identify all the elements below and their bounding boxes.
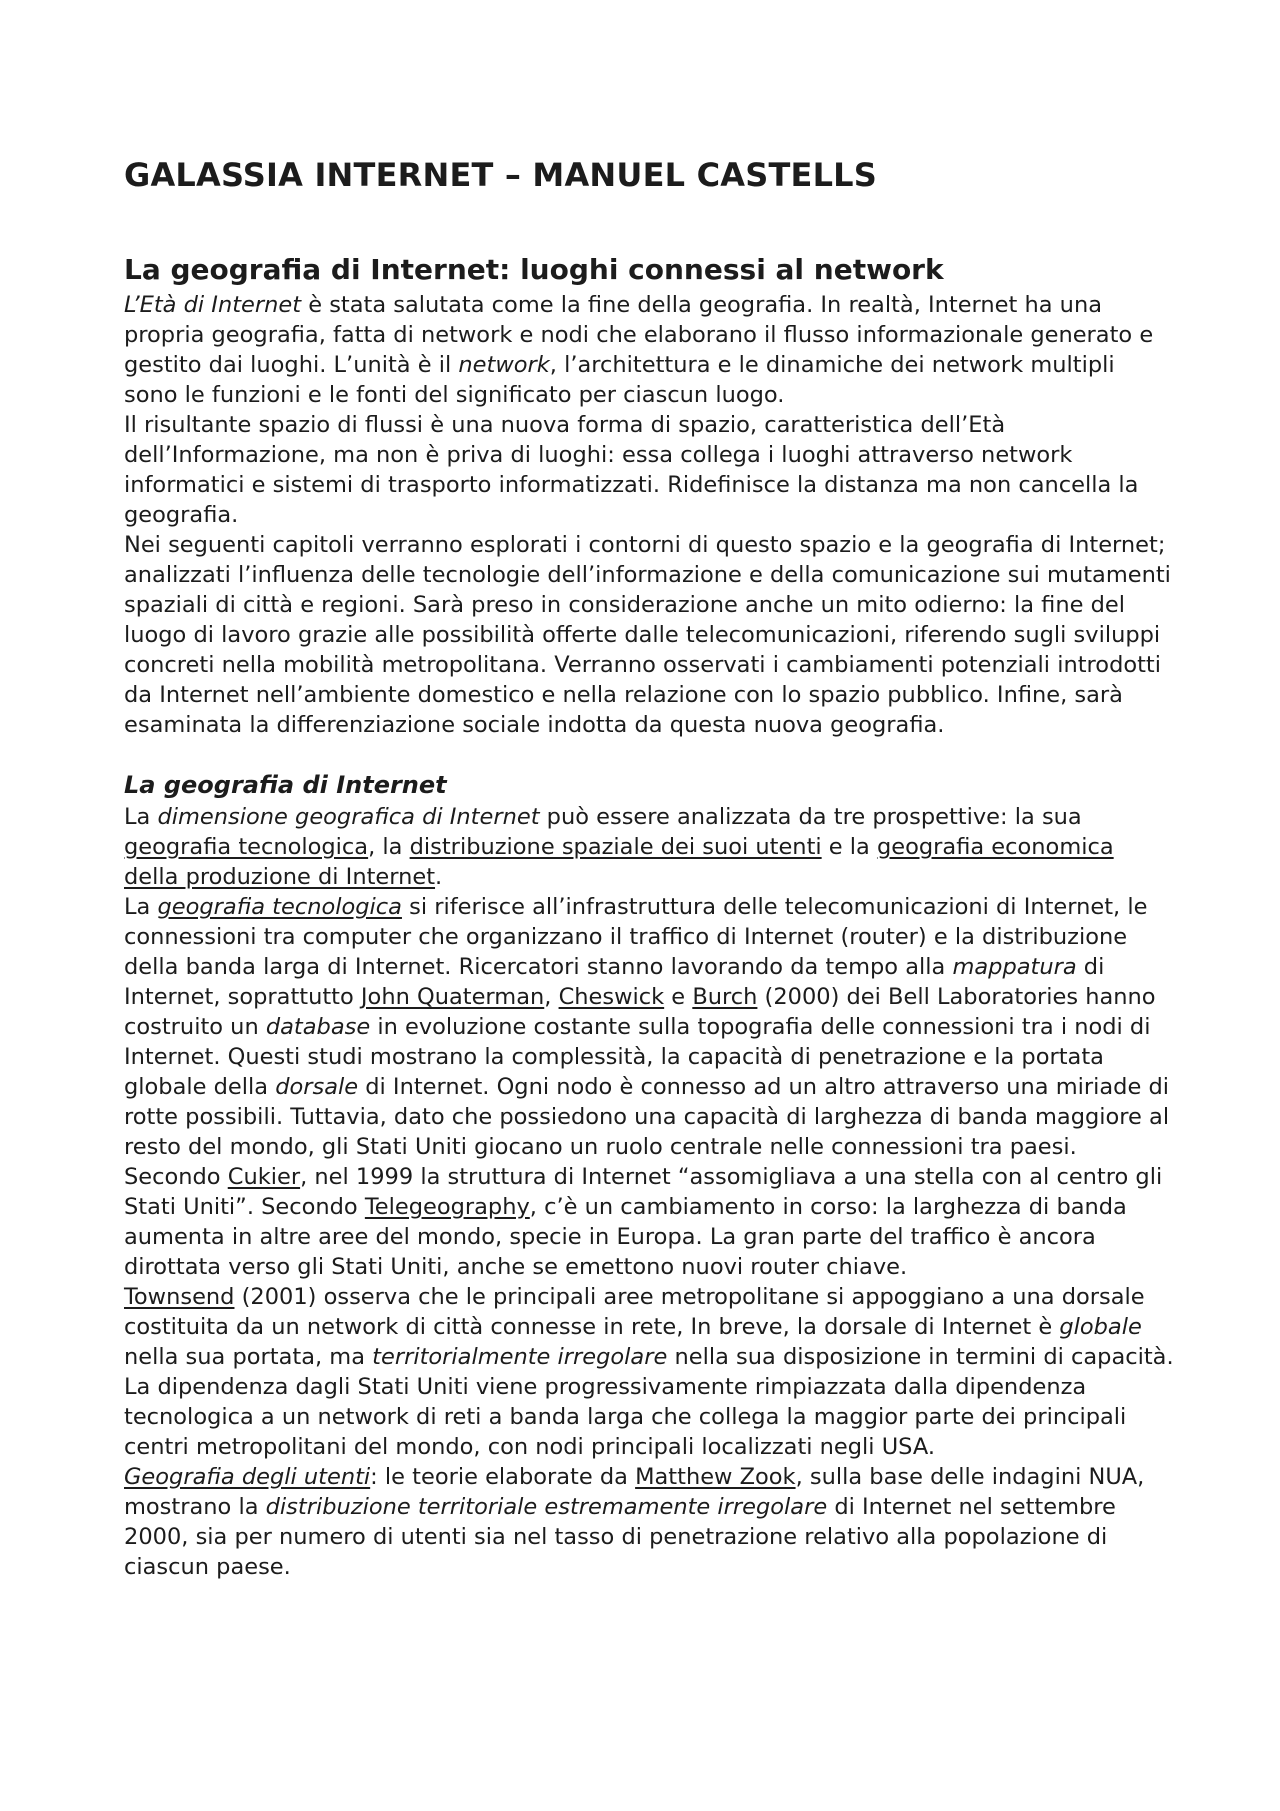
emphasis-text: mappatura	[952, 954, 1077, 980]
document-title: GALASSIA INTERNET – MANUEL CASTELLS	[124, 156, 877, 194]
emphasis-text: territorialmente irregolare	[372, 1344, 668, 1370]
text-run: La	[124, 804, 158, 830]
text-run: nella sua portata, ma	[124, 1344, 373, 1370]
text-run: .	[435, 864, 443, 890]
underlined-term: geografia economica della produzione di Internet	[124, 834, 1114, 890]
text-run: Secondo	[124, 1164, 228, 1190]
text-run: , c’è un cambiamento in corso: la larghezza di banda aumenta in altre aree del mondo, specie in Europa. La gran parte del traffico è ancora dirottata verso gli Stati Uniti, anche se emettono nuovi router chiave.	[124, 1194, 1127, 1280]
emphasis-text: dorsale	[275, 1074, 359, 1100]
text-run: (2000) dei Bell Laboratories hanno costruito un	[124, 984, 1156, 1040]
paragraph-spazio-flussi: Il risultante spazio di flussi è una nuova forma di spazio, caratteristica dell’Età dell’Informazione, ma non è priva di luoghi: essa collega i luoghi attraverso network informatici e sistemi di trasporto informatizzati. Ridefinisce la distanza ma non cancella la geografia.	[124, 412, 1139, 528]
underlined-author: Cukier	[227, 1164, 301, 1190]
text-run: , l’architettura e le dinamiche dei network multipli sono le funzioni e le fonti del significato per ciascun luogo.	[124, 352, 1115, 408]
paragraph-townsend	[124, 1282, 1174, 1462]
underlined-author: Cheswick	[558, 984, 665, 1010]
text-run: di Internet nel settembre 2000, sia per numero di utenti sia nel tasso di penetrazione relativo alla popolazione di ciascun paese.	[124, 1494, 1116, 1580]
text-run: e la	[821, 834, 877, 860]
text-run: (2001) osserva che le principali aree metropolitane si appoggiano a una dorsale costituita da un network di città connesse in rete, In breve, la dorsale di Internet è	[124, 1284, 1145, 1340]
section-heading-luoghi-connessi: La geografia di Internet: luoghi connessi al network	[124, 253, 944, 286]
emphasis-text: database	[265, 1014, 371, 1040]
text-run: ,	[544, 984, 559, 1010]
text-run: in evoluzione costante sulla topografia delle connessioni tra i nodi di Internet. Questi studi mostrano la complessità, la capacità di penetrazione e la portata globale della	[124, 1014, 1151, 1100]
underlined-emphasis-term: Geografia degli utenti	[124, 1464, 371, 1490]
emphasis-text: distribuzione territoriale estremamente irregolare	[265, 1494, 828, 1520]
paragraph-dimensione-geografica	[124, 802, 1174, 892]
emphasis-text: network	[458, 352, 550, 378]
text-run: e	[664, 984, 693, 1010]
emphasis-text: L’Età di Internet	[124, 292, 302, 318]
subsection-heading-geografia: La geografia di Internet	[124, 771, 447, 799]
underlined-author: John Quaterman	[360, 984, 545, 1010]
text-run: può essere analizzata da tre prospettive: la sua	[539, 804, 1082, 830]
paragraph-cukier	[124, 1162, 1174, 1282]
emphasis-text: globale	[1059, 1314, 1142, 1340]
text-run: , sulla base delle indagini NUA, mostrano la	[124, 1464, 1145, 1520]
underlined-author: Burch	[692, 984, 758, 1010]
paragraph-capitoli: Nei seguenti capitoli verranno esplorati i contorni di questo spazio e la geografia di Internet; analizzati l’influenza delle tecnologie dell’informazione e della comunicazione sui mutamenti spaziali di città e regioni. Sarà preso in considerazione anche un mito odierno: la fine del luogo di lavoro grazie alle possibilità offerte dalle telecomunicazioni, riferendo sugli sviluppi concreti nella mobilità metropolitana. Verranno osservati i cambiamenti potenziali introdotti da Internet nell’ambiente domestico e nella relazione con lo spazio pubblico. Infine, sarà esaminata la differenziazione sociale indotta da questa nuova geografia.	[124, 532, 1171, 738]
paragraph-geografia-tecnologica	[124, 892, 1174, 1162]
text-run: La	[124, 894, 158, 920]
text-run: nella sua disposizione in termini di capacità. La dipendenza dagli Stati Uniti viene progressivamente rimpiazzata dalla dipendenza tecnologica a un network di reti a banda larga che collega la maggior parte dei principali centri metropolitani del mondo, con nodi principali localizzati negli USA.	[124, 1344, 1174, 1460]
text-run: si riferisce all’infrastruttura delle telecomunicazioni di Internet, le connessioni tra computer che organizzano il traffico di Internet (router) e la distribuzione della banda larga di Internet. Ricercatori stanno lavorando da tempo alla	[124, 894, 1148, 980]
underlined-author: Matthew Zook	[635, 1464, 796, 1490]
text-run: , la	[368, 834, 410, 860]
underlined-author: Telegeography	[364, 1194, 530, 1220]
text-run: è stata salutata come la fine della geografia. In realtà, Internet ha una propria geografia, fatta di network e nodi che elaborano il flusso informazionale generato e gestito dai luoghi. L’unità è il	[124, 292, 1154, 378]
paragraph-intro	[124, 290, 1174, 410]
paragraph-geografia-utenti	[124, 1462, 1174, 1582]
document-body	[124, 150, 1174, 1582]
underlined-term: geografia tecnologica	[124, 834, 369, 860]
underlined-emphasis-term: geografia tecnologica	[157, 894, 402, 920]
underlined-author: Townsend	[124, 1284, 235, 1310]
text-run: , nel 1999 la struttura di Internet “assomigliava a una stella con al centro gli Stati Uniti”. Secondo	[124, 1164, 1163, 1220]
text-run: di Internet, soprattutto	[124, 954, 1105, 1010]
text-run: di Internet. Ogni nodo è connesso ad un altro attraverso una miriade di rotte possibili. Tuttavia, dato che possiedono una capacità di larghezza di banda maggiore al resto del mondo, gli Stati Uniti giocano un ruolo centrale nelle connessioni tra paesi.	[124, 1074, 1170, 1160]
text-run: : le teorie elaborate da	[370, 1464, 636, 1490]
emphasis-text: dimensione geografica di Internet	[157, 804, 540, 830]
underlined-term: distribuzione spaziale dei suoi utenti	[409, 834, 822, 860]
